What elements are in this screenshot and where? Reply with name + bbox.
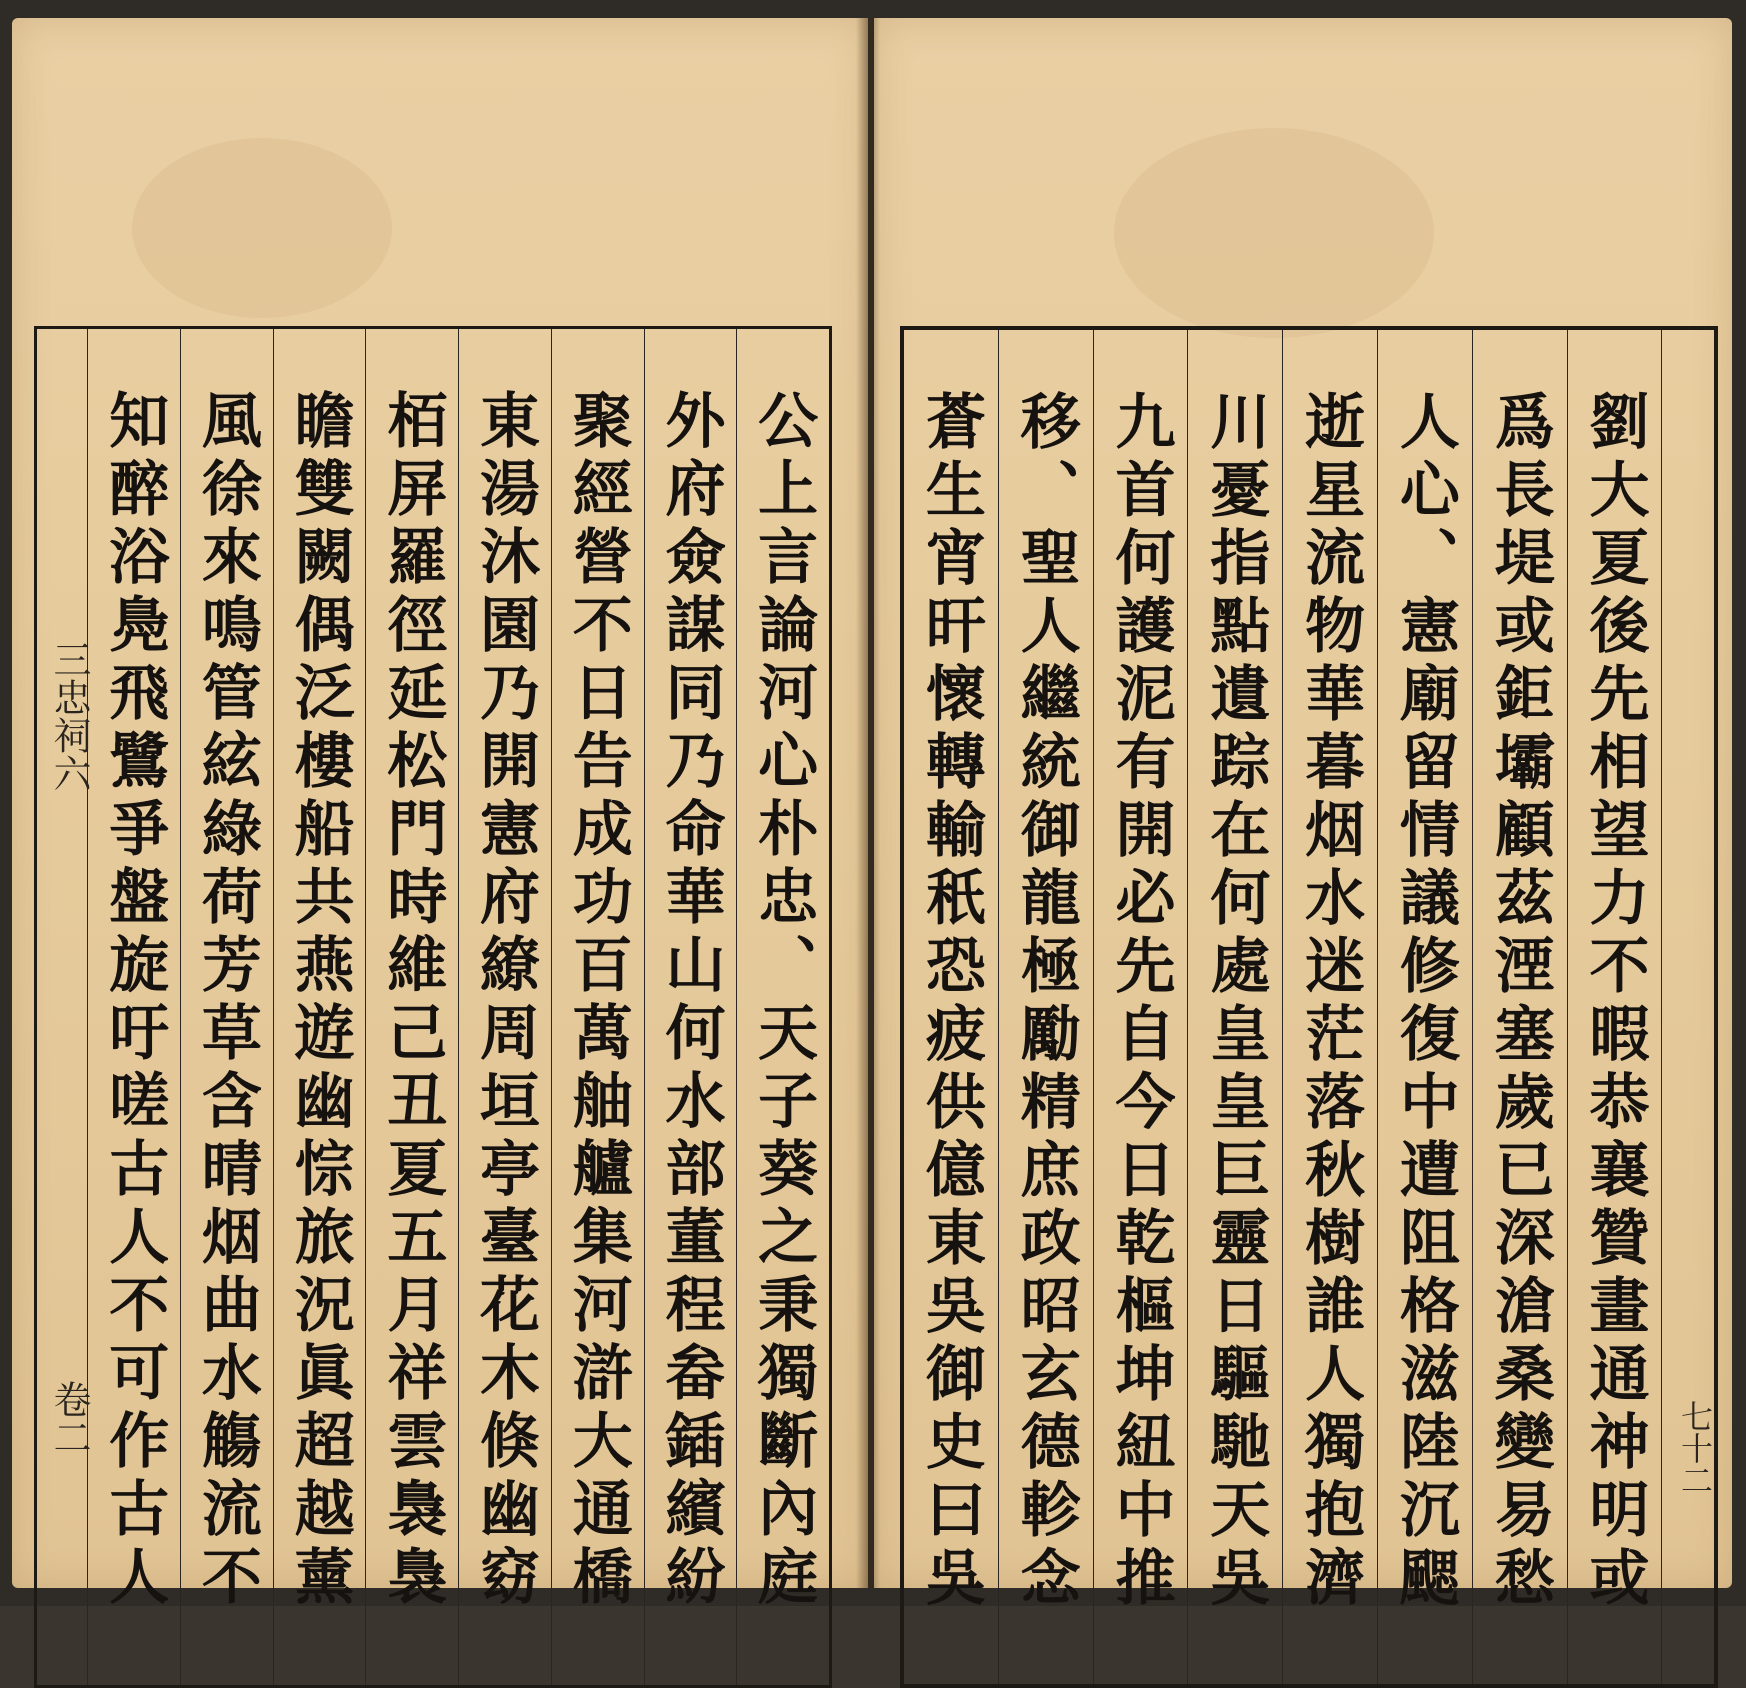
text-column bbox=[644, 329, 737, 1685]
text-column bbox=[365, 329, 458, 1685]
right-text-frame bbox=[900, 326, 1718, 1688]
text-column bbox=[1472, 330, 1567, 1684]
column-text: 爲長堤或鉅壩顧茲湮塞歲已深滄桑變易愁 bbox=[1484, 390, 1555, 1614]
margin-volume: 卷二 bbox=[47, 1380, 91, 1456]
text-column bbox=[1187, 330, 1282, 1684]
column-text: 移、聖人繼統御龍極勵精庶政昭玄德軫念 bbox=[1010, 390, 1081, 1614]
text-column bbox=[551, 329, 644, 1685]
text-column bbox=[1567, 330, 1662, 1684]
column-text: 外府僉謀同乃命華山何水部董程畚鍤繽紛 bbox=[655, 389, 726, 1613]
text-column bbox=[273, 329, 366, 1685]
text-column bbox=[180, 329, 273, 1685]
column-text: 栢屏羅徑延松門時維己丑夏五月祥雲裊裊 bbox=[377, 389, 448, 1613]
column-text: 知醉浴鳧飛鷺爭盤旋吁嗟古人不可作古人 bbox=[99, 389, 170, 1613]
column-text: 東湯沐園乃開憲府繚周垣亭臺花木倏幽窈 bbox=[470, 389, 541, 1613]
text-column bbox=[998, 330, 1093, 1684]
margin-column bbox=[37, 329, 87, 1685]
book-spine bbox=[856, 18, 880, 1588]
column-text: 劉大夏後先相望力不暇恭襄贊畫通神明或 bbox=[1579, 390, 1650, 1614]
text-column bbox=[1377, 330, 1472, 1684]
column-text: 川憂指點遺踪在何處皇皇巨靈日驅馳天吳 bbox=[1200, 390, 1271, 1614]
paper-stain bbox=[132, 138, 392, 318]
text-column bbox=[87, 329, 180, 1685]
column-text: 風徐來鳴管絃綠荷芳草含晴烟曲水觴流不 bbox=[191, 389, 262, 1613]
paper-stain bbox=[1114, 128, 1434, 338]
column-text: 聚經營不日告成功百萬舳艫集河滸大通橋 bbox=[562, 389, 633, 1613]
text-column bbox=[1282, 330, 1377, 1684]
text-column bbox=[904, 330, 998, 1684]
column-text: 逝星流物華暮烟水迷茫落秋樹誰人獨抱濟 bbox=[1295, 390, 1366, 1614]
margin-title: 三忠祠六 bbox=[47, 640, 91, 792]
column-text: 人心、憲廟留情議修復中遭阻格滋陸沉颸 bbox=[1389, 390, 1460, 1614]
text-column bbox=[458, 329, 551, 1685]
column-text: 蒼生宵旰懷轉輸秖恐疲供億東吳御史曰吳 bbox=[915, 390, 986, 1614]
left-columns bbox=[37, 329, 829, 1685]
column-text: 瞻雙闕偶泛樓船共燕遊幽悰旅況眞超越薰 bbox=[284, 389, 355, 1613]
text-column bbox=[736, 329, 829, 1685]
text-column bbox=[1093, 330, 1188, 1684]
column-text: 公上言論河心朴忠、天子葵之秉獨斷內庭 bbox=[748, 389, 819, 1613]
left-text-frame bbox=[34, 326, 832, 1688]
column-text: 九首何護泥有開必先自今日乾樞坤紐中推 bbox=[1105, 390, 1176, 1614]
right-columns bbox=[904, 330, 1714, 1684]
page-number: 七十二 bbox=[1676, 1400, 1714, 1496]
